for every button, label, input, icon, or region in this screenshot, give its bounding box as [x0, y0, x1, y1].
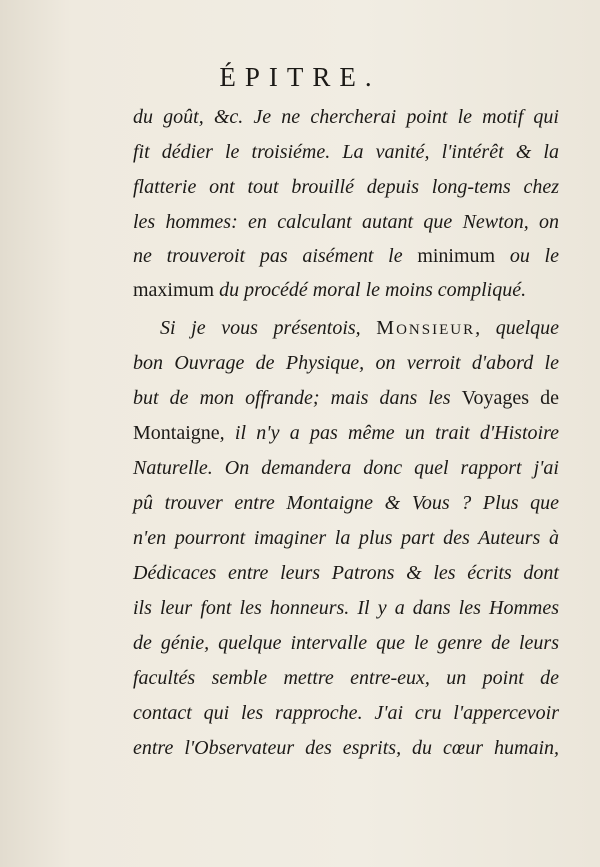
- text-line: [160, 317, 559, 341]
- text-line: Naturelle. On demandera donc quel rapport j'ai: [133, 457, 559, 479]
- text-line: pû trouver entre Montaigne & Vous ? Plus que: [133, 492, 559, 514]
- text-span: ne trouveroit pas aisément le: [133, 245, 418, 267]
- text-span: , quelque: [475, 317, 560, 339]
- text-line: [133, 422, 559, 444]
- roman-word: maximum: [133, 279, 215, 301]
- roman-word: Montaigne: [133, 422, 220, 444]
- text-span: , il n'y a pas même un trait d'Histoire: [219, 422, 559, 444]
- roman-word: Voyages de: [461, 387, 559, 409]
- small-caps-word: [376, 317, 476, 339]
- text-span: du procédé moral le moins compliqué.: [214, 279, 527, 301]
- small-caps-rest: ONSIEUR: [396, 322, 476, 338]
- text-line: n'en pourront imaginer la plus part des Auteurs à: [133, 527, 559, 549]
- small-caps-initial: M: [376, 317, 397, 339]
- text-line: du goût, &c. Je ne chercherai point le motif qui: [133, 106, 559, 128]
- page-heading: ÉPITRE.: [219, 62, 381, 92]
- text-line: flatterie ont tout brouillé depuis long-tems chez: [133, 176, 559, 198]
- text-line: [133, 245, 559, 267]
- text-span: but de mon offrande; mais dans les: [133, 387, 462, 409]
- text-line: bon Ouvrage de Physique, on verroit d'abord le: [133, 352, 559, 374]
- text-line: facultés semble mettre entre-eux, un point de: [133, 667, 559, 689]
- roman-word: minimum: [417, 245, 496, 267]
- text-line: les hommes: en calculant autant que Newton, on: [133, 211, 559, 233]
- text-line: [133, 279, 559, 301]
- text-line: [133, 387, 559, 409]
- text-line: ils leur font les honneurs. Il y a dans les Hommes: [133, 597, 559, 619]
- text-line: entre l'Observateur des esprits, du cœur humain,: [133, 737, 559, 759]
- text-line: Dédicaces entre leurs Patrons & les écrits dont: [133, 562, 559, 584]
- text-line: de génie, quelque intervalle que le genre de leurs: [133, 632, 559, 654]
- text-span: ou le: [495, 245, 559, 267]
- text-span: Si je vous présentois,: [160, 317, 377, 339]
- text-line: fit dédier le troisiéme. La vanité, l'intérêt & la: [133, 141, 559, 163]
- text-line: contact qui les rapproche. J'ai cru l'appercevoir: [133, 702, 559, 724]
